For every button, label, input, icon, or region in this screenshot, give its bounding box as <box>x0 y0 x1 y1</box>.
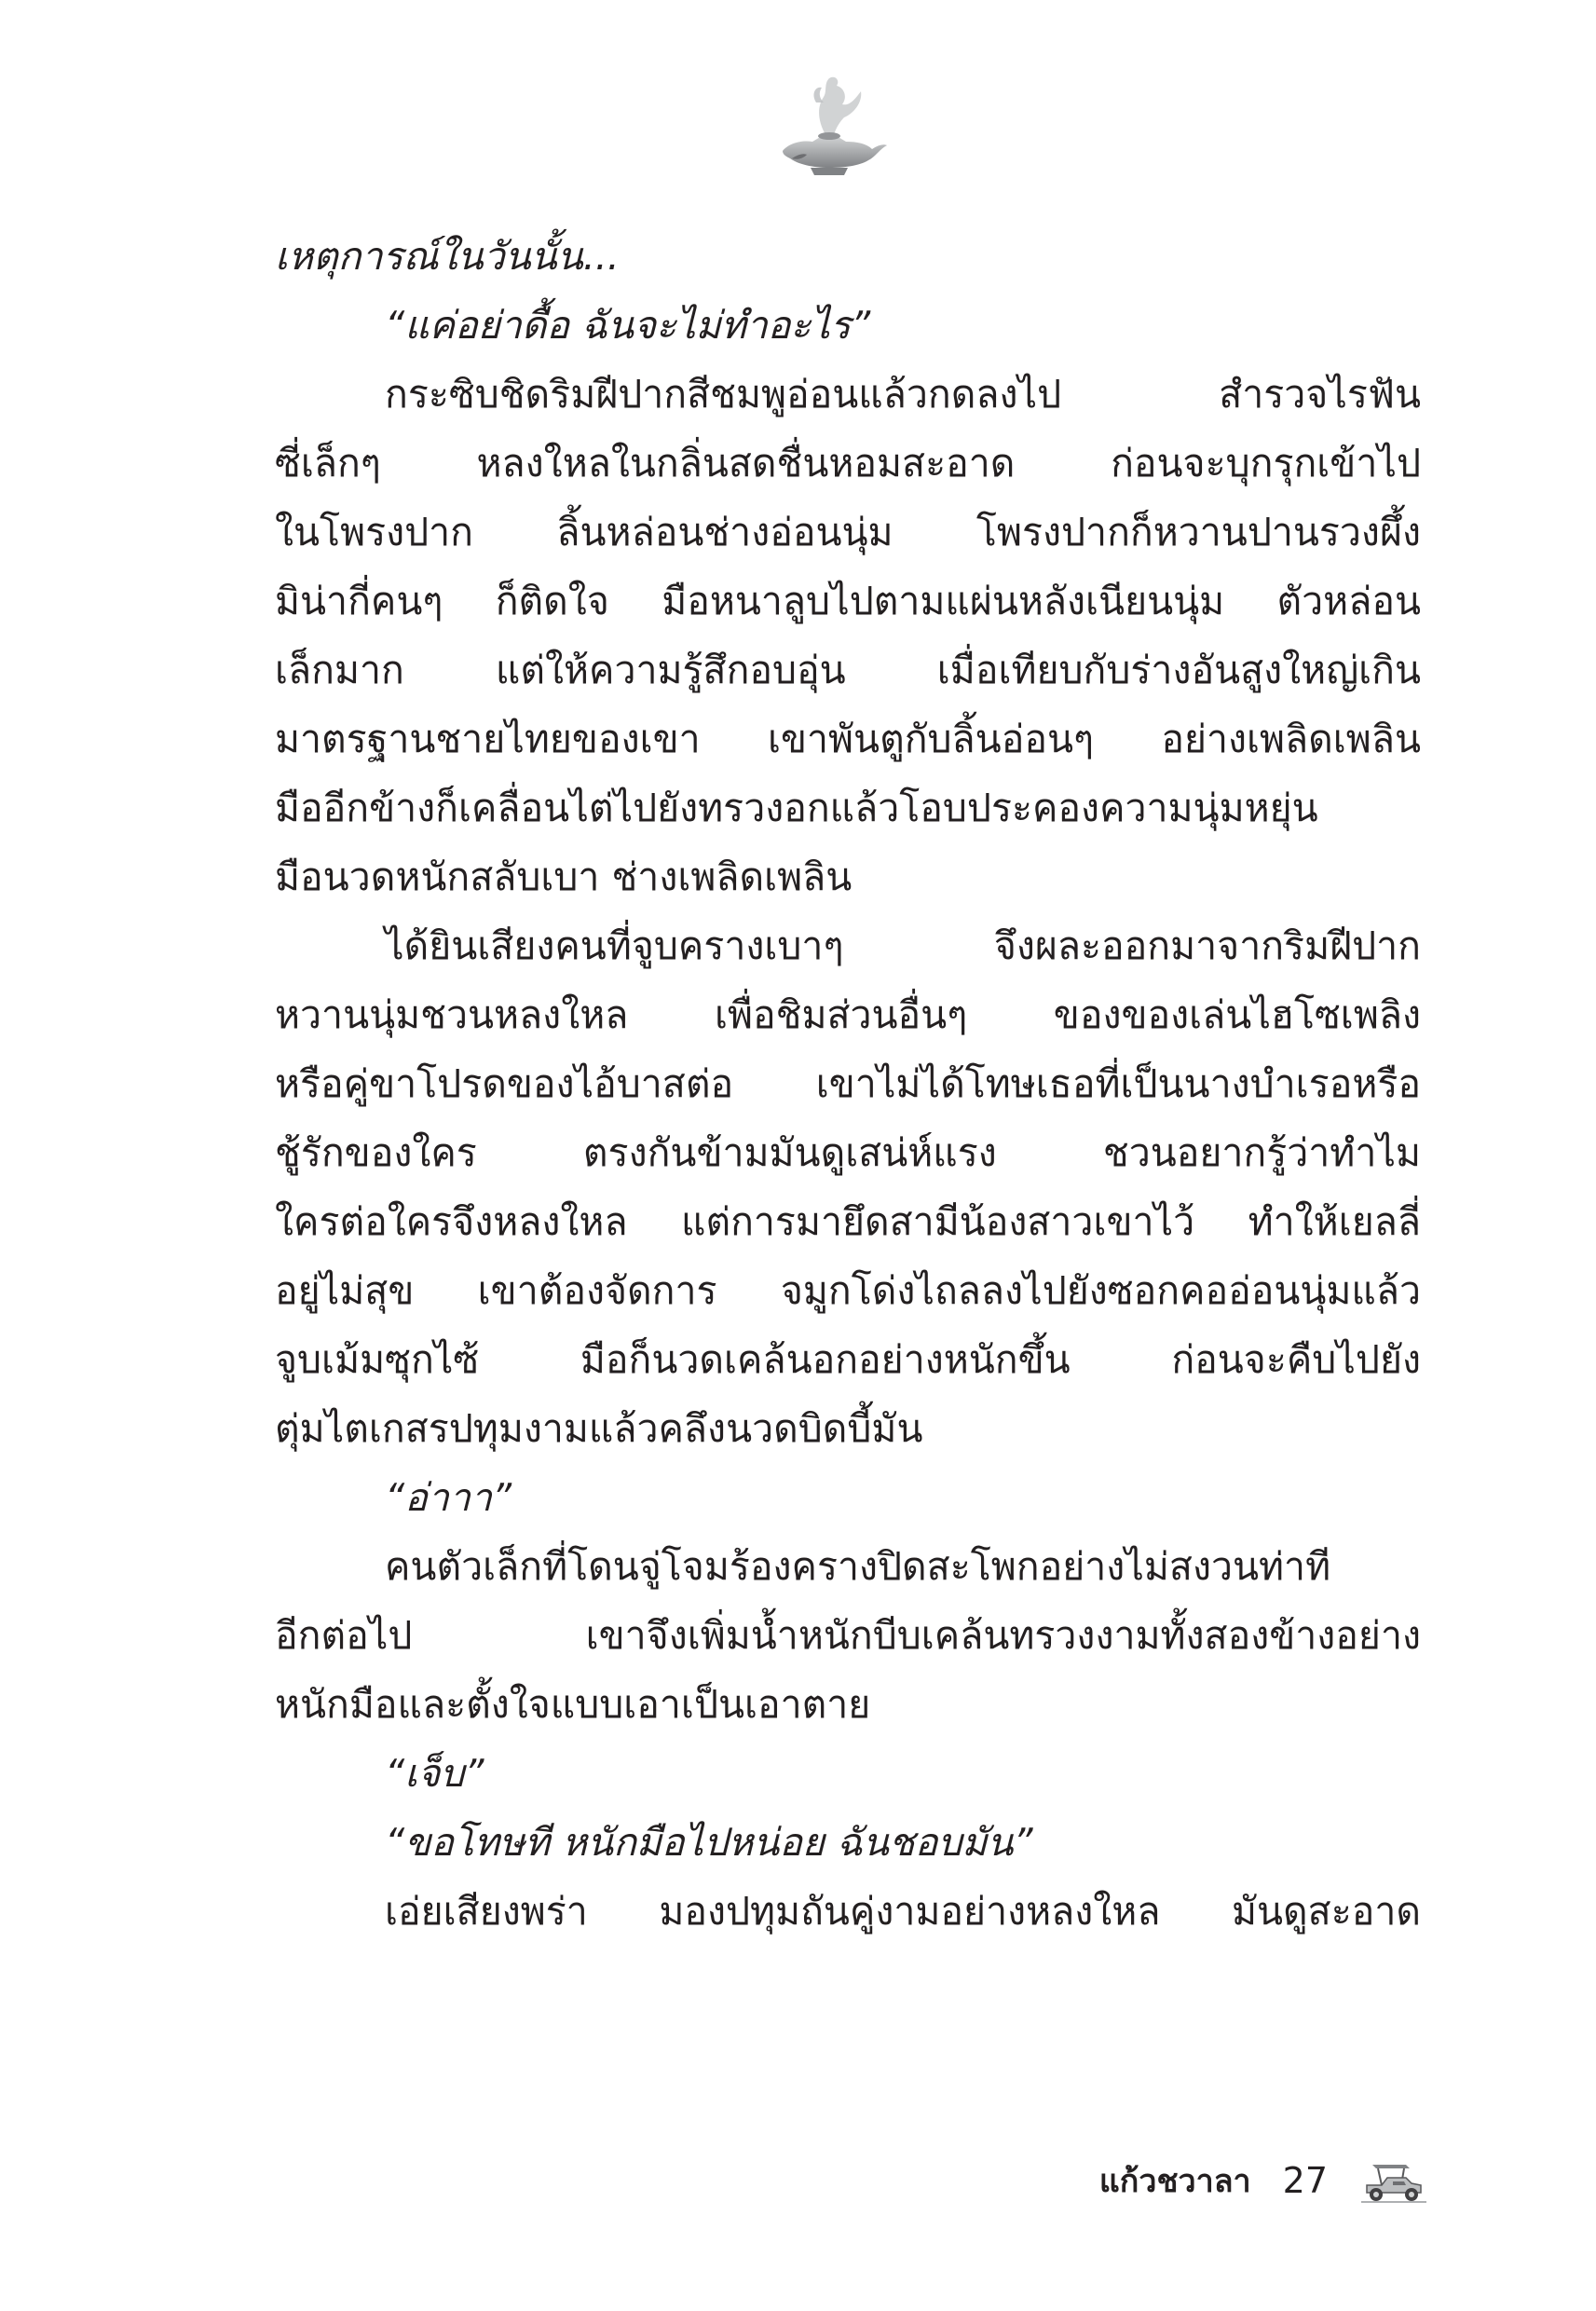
paragraph-line: ในโพรงปาก ลิ้นหล่อนช่างอ่อนนุ่ม โพรงปากก็หวานปานรวงผึ้ง <box>275 510 1421 554</box>
paragraph-line: คนตัวเล็กที่โดนจู่โจมร้องครางปิดสะโพกอย่างไม่สงวนท่าที <box>385 1544 1331 1589</box>
dialog-line: “อ่าาา” <box>385 1475 512 1520</box>
book-title: แก้วชวาลา <box>1098 2163 1251 2200</box>
paragraph-line: จูบเม้มซุกไซ้ มือก็นวดเคล้นอกอย่างหนักขึ้น ก่อนจะคืบไปยัง <box>275 1337 1421 1382</box>
dialog-line: “แค่อย่าดื้อ ฉันจะไม่ทำอะไร” <box>385 303 871 348</box>
genie-lamp-icon <box>770 65 891 186</box>
page-footer <box>1099 2153 1428 2208</box>
body-text <box>275 222 1421 1946</box>
paragraph-line: หวานนุ่มชวนหลงใหล เพื่อชิมส่วนอื่นๆ ของของเล่นไฮโซเพลิง <box>275 992 1421 1037</box>
dialog-line: “ขอโทษที หนักมือไปหน่อย ฉันชอบมัน” <box>385 1820 1033 1865</box>
text-line: เหตุการณ์ในวันนั้น... <box>275 234 620 279</box>
paragraph-line: มือนวดหนักสลับเบา ช่างเพลิดเพลิน <box>275 855 853 899</box>
page-number: 27 <box>1282 2160 1328 2201</box>
paragraph-line: ชู้รักของใคร ตรงกันข้ามมันดูเสน่ห์แรง ชวนอยากรู้ว่าทำไม <box>275 1130 1421 1175</box>
paragraph-line: มิน่ากี่คนๆ ก็ติดใจ มือหนาลูบไปตามแผ่นหลังเนียนนุ่ม ตัวหล่อน <box>275 579 1421 623</box>
paragraph-line: ตุ่มไตเกสรปทุมงามแล้วคลึงนวดบิดบี้มัน <box>275 1406 923 1451</box>
paragraph-line: ซี่เล็กๆ หลงใหลในกลิ่นสดชื่นหอมสะอาด ก่อนจะบุกรุกเข้าไป <box>275 441 1421 485</box>
paragraph-line: หนักมือและตั้งใจแบบเอาเป็นเอาตาย <box>275 1682 871 1727</box>
paragraph-line: เอ่ยเสียงพร่า มองปทุมถันคู่งามอย่างหลงใหล มันดูสะอาด <box>385 1889 1421 1934</box>
golf-cart-icon <box>1359 2157 1428 2204</box>
paragraph-line: มาตรฐานชายไทยของเขา เขาพันตูกับลิ้นอ่อนๆ อย่างเพลิดเพลิน <box>275 717 1421 761</box>
paragraph-line: อยู่ไม่สุข เขาต้องจัดการ จมูกโด่งไถลลงไปยังซอกคออ่อนนุ่มแล้ว <box>275 1268 1421 1313</box>
paragraph-line: หรือคู่ขาโปรดของไอ้บาสต่อ เขาไม่ได้โทษเธอที่เป็นนางบำเรอหรือ <box>275 1061 1421 1106</box>
paragraph-line: เล็กมาก แต่ให้ความรู้สึกอบอุ่น เมื่อเทียบกับร่างอันสูงใหญ่เกิน <box>275 648 1421 692</box>
paragraph-line: ใครต่อใครจึงหลงใหล แต่การมายึดสามีน้องสาวเขาไว้ ทำให้เยลลี่ <box>275 1199 1421 1244</box>
paragraph-line: อีกต่อไป เขาจึงเพิ่มน้ำหนักบีบเคล้นทรวงงามทั้งสองข้างอย่าง <box>275 1613 1421 1658</box>
paragraph-line: มืออีกข้างก็เคลื่อนไต่ไปยังทรวงอกแล้วโอบประคองความนุ่มหยุ่น <box>275 786 1318 830</box>
paragraph-line: ได้ยินเสียงคนที่จูบครางเบาๆ จึงผละออกมาจากริมฝีปาก <box>385 923 1421 968</box>
paragraph-line: กระซิบชิดริมฝีปากสีชมพูอ่อนแล้วกดลงไป สำรวจไรฟัน <box>385 372 1421 417</box>
dialog-line: “เจ็บ” <box>385 1751 484 1796</box>
